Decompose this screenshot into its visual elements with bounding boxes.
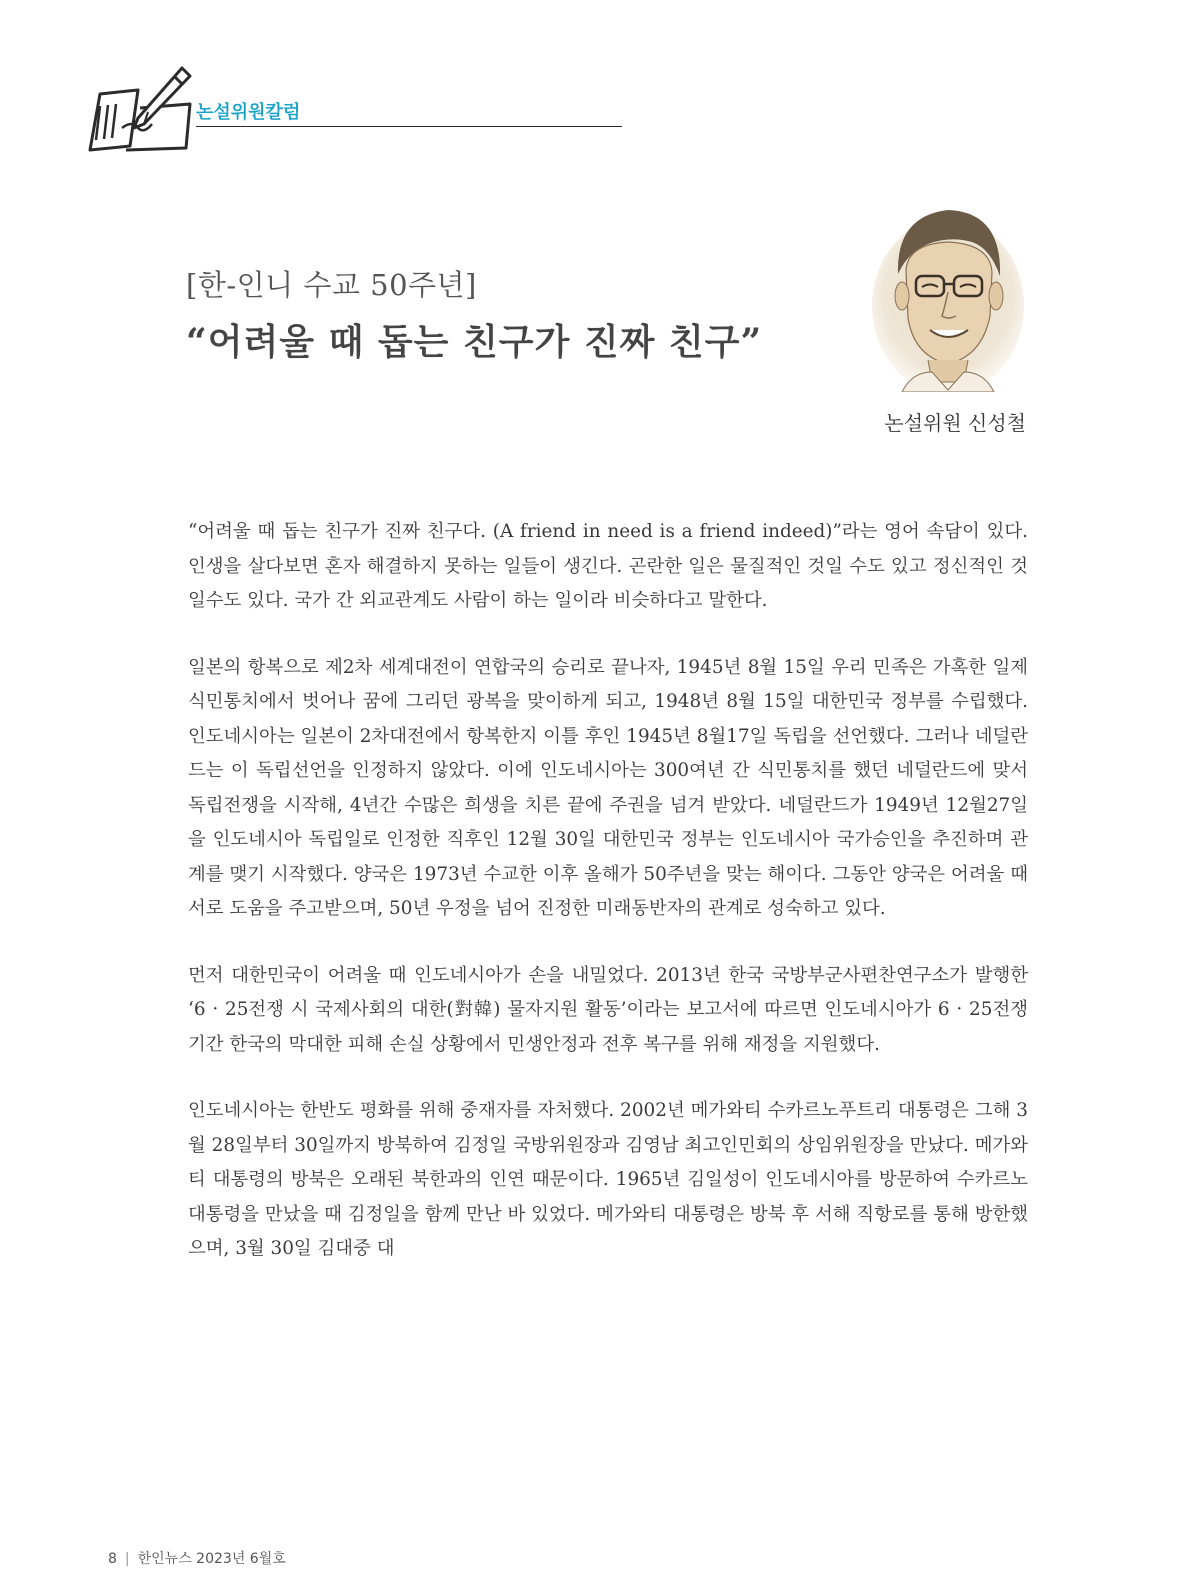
article-paragraph: 인도네시아는 한반도 평화를 위해 중재자를 자처했다. 2002년 메가와티 수카르노푸트리 대통령은 그해 3월 28일부터 30일까지 방북하여 김정일 국방위원장과 김영남 최고인민회의 상임위원장을 만났다. 메가와티 대통령의 방북은 오래된 북한과의 인연 때문이다. 1965년 김일성이 인도네시아를 방문하여 수카르노 대통령을 만났을 때 김정일을 함께 만난 바 있었다. 메가와티 대통령은 방북 후 서해 직항로를 통해 방한했으며, 3월 30일 김대중 대 [188,1100,1028,1259]
pen-writing-icon [86,62,198,152]
article-paragraph: 일본의 항복으로 제2차 세계대전이 연합국의 승리로 끝나자, 1945년 8월 15일 우리 민족은 가혹한 일제 식민통치에서 벗어나 꿈에 그리던 광복을 맞이하게 되고, 1948년 8월 15일 대한민국 정부를 수립했다. 인도네시아는 일본이 2차대전에서 항복한지 이틀 후인 1945년 8월17일 독립을 선언했다. 그러나 네덜란드는 이 독립선언을 인정하지 않았다. 이에 인도네시아는 300여년 간 식민통치를 했던 네덜란드에 맞서 독립전쟁을 시작해, 4년간 수많은 희생을 치른 끝에 주권을 넘겨 받았다. 네덜란드가 1949년 12월27일을 인도네시아 독립일로 인정한 직후인 12월 30일 대한민국 정부는 인도네시아 국가승인을 추진하며 관계를 맺기 시작했다. 양국은 1973년 수교한 이후 올해가 50주년을 맞는 해이다. 그동안 양국은 어려울 때 서로 도움을 주고받으며, 50년 우정을 넘어 진정한 미래동반자의 관계로 성숙하고 있다. [188,656,1028,919]
publication-name: 한인뉴스 2023년 6월호 [137,1551,286,1567]
author-portrait-image [872,196,1024,392]
section-header [86,62,546,154]
page-number: 8 [108,1551,117,1567]
article-paragraph: 먼저 대한민국이 어려울 때 인도네시아가 손을 내밀었다. 2013년 한국 국방부군사편찬연구소가 발행한 ‘6 · 25전쟁 시 국제사회의 대한(對韓) 물자지원 활동’이라는 보고서에 따르면 인도네시아가 6 · 25전쟁 기간 한국의 막대한 피해 손실 상황에서 민생안정과 전후 복구를 위해 재정을 지원했다. [188,964,1028,1055]
article-body [188,515,1028,1299]
section-label: 논설위원칼럼 [196,102,301,123]
header-divider [196,126,622,127]
author-byline: 논설위원 신성철 [884,411,1026,435]
headline-subtitle: [한-인니 수교 50주년] [186,268,477,302]
page-footer [108,1548,286,1568]
article-paragraph: “어려울 때 돕는 친구가 진짜 친구다. (A friend in need is a friend indeed)”라는 영어 속담이 있다. 인생을 살다보면 혼자 해결하지 못하는 일들이 생긴다. 곤란한 일은 물질적인 것일 수도 있고 정신적인 것 일수도 있다. 국가 간 외교관계도 사람이 하는 일이라 비슷하다고 말한다. [188,521,1028,611]
footer-separator: | [124,1551,130,1567]
headline-title: “어려울 때 돕는 친구가 진짜 친구” [186,321,763,363]
